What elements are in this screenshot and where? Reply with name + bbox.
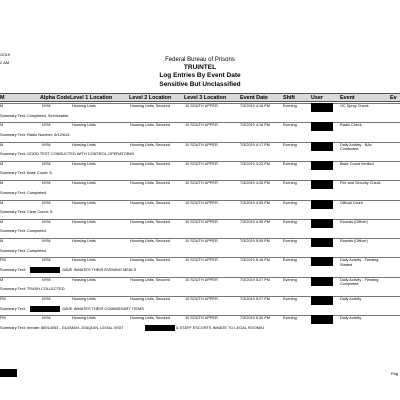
summary-text: Summary Text: Inmate: 88914053 - GUZMAN, JOAQUIN. LEGAL VISIT [0,324,124,330]
summary-text: Summary Text: GOOD TEST CONDUCTED WITH CONTROL-OPERATOR#3 [0,151,134,157]
column-header-truncated: Ev [390,95,397,101]
level1-cell: Housing Units [72,316,96,321]
summary-redaction [30,267,60,273]
summary-text: Summary Text: TRASH COLLECTED [0,286,65,292]
print-time: 2 AM [0,60,10,65]
row-first-cell: M [0,104,4,108]
event-date-cell: 7/3/2019 5:16 PM [240,258,270,263]
redaction-block [0,369,17,377]
alpha-code-cell: NYM [42,200,51,205]
level2-cell: Housing Units, Secured [130,258,170,263]
level1-cell: Housing Units [72,123,96,128]
user-redaction [311,122,333,131]
alpha-code-cell: NYM [42,219,51,224]
event-date-cell: 7/3/2019 5:09 PM [240,239,270,244]
event-cell-continued: Started [340,262,353,267]
event-cell: Official Count [340,200,363,205]
row-first-cell: M [0,219,4,224]
user-redaction [311,238,333,247]
event-cell: Radio Check [340,123,362,128]
event-cell-continued: Conducted [340,147,359,152]
level2-cell: Housing Units, Secured [130,200,170,205]
event-date-cell: 7/3/2019 4:17 PM [240,142,270,147]
summary-text-continued: GAVE INMATES THEIR EVENING MEALS [62,266,137,272]
row-first-cell: PM [0,316,6,321]
level3-cell: 10 SOUTH UPPER [185,104,218,108]
row-first-cell: M [0,161,4,166]
event-date-cell: 7/3/2019 4:23 PM [240,161,270,166]
event-cell: Base Count Verified [340,161,374,166]
level2-cell: Housing Units, Secured [130,219,170,224]
level2-cell: Housing Units, Secured [130,316,170,321]
level1-cell: Housing Units [72,181,96,186]
event-date-cell: 7/3/2019 4:35 PM [240,200,270,205]
level3-cell: 10 SOUTH UPPER [185,219,218,224]
event-date-cell: 7/3/2019 5:30 PM [240,316,270,321]
shift-cell: Evening [283,181,297,186]
user-redaction [311,142,333,151]
summary-text: Summary Text: Radio Number: 6/12/613. [0,131,71,137]
alpha-code-cell: NYM [42,181,51,186]
row-first-cell: M [0,239,4,244]
facility-name: TRUINTEL [183,64,217,71]
user-redaction [311,277,333,286]
print-date: /2019 [0,52,11,57]
level2-cell: Housing Units, Secured [130,277,170,282]
shift-cell: Evening [283,258,297,263]
shift-cell: Evening [283,219,297,224]
summary-text: Summary Text: Clear Count: 5. [0,209,54,214]
event-cell: Daily Activity [340,297,362,301]
summary-text-continued: GAVE INMATES THEIR COMMISSARY ITEMS [62,305,144,311]
event-date-cell: 7/3/2019 5:27 PM [240,277,270,282]
level1-cell: Housing Units [72,258,96,263]
shift-cell: Evening [283,297,297,301]
event-cell: Daily Activity [340,316,362,321]
event-date-cell: 7/3/2019 4:16 PM [240,123,270,128]
summary-text: Summary Text: [0,305,26,311]
column-header-first: M [0,95,5,101]
event-cell: Fire and Security Check [340,181,381,186]
event-cell: Daily Activity - Feeding [340,258,379,263]
column-header-user: User [311,95,323,101]
alpha-code-cell: NYM [42,104,51,108]
user-redaction [311,219,333,228]
shift-cell: Evening [283,104,297,108]
row-first-cell: M [0,277,4,282]
column-header-row [0,93,400,102]
row-first-cell: M [0,181,4,186]
shift-cell: Evening [283,316,297,321]
row-first-cell: M [0,200,4,205]
level3-cell: 10 SOUTH UPPER [185,239,218,244]
level1-cell: Housing Units [72,277,96,282]
summary-redaction [30,306,60,312]
agency-name: Federal Bureau of Prisons [165,57,235,63]
row-first-cell: M [0,142,4,147]
user-redaction [311,161,333,170]
event-date-cell: 7/3/2019 4:28 PM [240,181,270,186]
column-header-alpha-code: Alpha Code [40,95,70,101]
level3-cell: 10 SOUTH UPPER [185,181,218,186]
summary-text: Summary Text: Completed. [0,247,47,253]
level3-cell: 10 SOUTH UPPER [185,297,218,301]
page-number: Pag [391,371,399,376]
alpha-code-cell: NYM [42,161,51,166]
row-first-cell: PM [0,258,6,263]
column-header-level2: Level 2 Location [129,95,172,101]
level2-cell: Housing Units, Secured [130,123,170,128]
alpha-code-cell: NYM [42,277,51,282]
summary-text: Summary Text: [0,266,26,272]
level1-cell: Housing Units [72,104,96,108]
alpha-code-cell: NYM [42,258,51,263]
level1-cell: Housing Units [72,200,96,205]
level1-cell: Housing Units [72,239,96,244]
event-date-cell: 7/3/2019 5:27 PM [240,297,270,301]
level3-cell: 10 SOUTH UPPER [185,161,218,166]
row-first-cell: M [0,123,4,128]
alpha-code-cell: NYM [42,142,51,147]
shift-cell: Evening [283,142,297,147]
event-date-cell: 7/3/2019 4:16 PM [240,104,270,108]
event-date-cell: 7/3/2019 4:39 PM [240,219,270,224]
alpha-code-cell: NYM [42,316,51,321]
event-cell-continued: Completed [340,282,359,287]
alpha-code-cell: NYM [42,239,51,244]
alpha-code-cell: NYM [42,297,51,301]
level1-cell: Housing Units [72,161,96,166]
level2-cell: Housing Units, Secured [130,297,170,301]
user-redaction [311,103,333,112]
level2-cell: Housing Units, Secured [130,161,170,166]
level3-cell: 10 SOUTH UPPER [185,258,218,263]
user-redaction [311,180,333,189]
alpha-code-cell: NYM [42,123,51,128]
summary-text: Summary Text: Completed. [0,228,47,234]
level3-cell: 10 SOUTH UPPER [185,200,218,205]
level2-cell: Housing Units, Secured [130,239,170,244]
level3-cell: 10 SOUTH UPPER [185,142,218,147]
column-header-shift: Shift [283,95,295,101]
shift-cell: Evening [283,239,297,244]
level3-cell: 10 SOUTH UPPER [185,277,218,282]
level3-cell: 10 SOUTH UPPER [185,316,218,321]
summary-text: Summary Text: Completed, Serviceable. [0,112,70,118]
user-redaction [311,296,333,305]
column-header-event-date: Event Date [240,95,268,101]
event-cell: Daily Activity - BAs [340,142,372,147]
event-cell: Rounds (Officer) [340,219,368,224]
summary-text: Summary Text: Completed. [0,189,47,195]
shift-cell: Evening [283,123,297,128]
column-header-event: Event [340,95,355,101]
classification-label: Sensitive But Unclassified [159,81,241,88]
event-cell: Daily Activity - Feeding [340,277,379,282]
report-title: Log Entries By Event Date [159,72,241,79]
level1-cell: Housing Units [72,219,96,224]
user-redaction [311,257,333,266]
level1-cell: Housing Units [72,142,96,147]
column-header-level3: Level 3 Location [184,95,227,101]
row-first-cell: PM [0,297,6,301]
user-redaction [311,200,333,209]
level2-cell: Housing Units, Secured [130,181,170,186]
event-cell: Rounds (Officer) [340,239,368,244]
summary-text-continued: & STAFF ESCORTS INMATE TO LEGAL ROOM#1 [176,324,265,330]
shift-cell: Evening [283,161,297,166]
shift-cell: Evening [283,200,297,205]
level1-cell: Housing Units [72,297,96,301]
user-redaction [311,315,333,324]
column-header-level1: Level 1 Location [70,95,113,101]
summary-text: Summary Text: Base Count: 5. [0,170,53,176]
event-cell: OC Spray Check [340,104,369,108]
level2-cell: Housing Units, Secured [130,104,170,108]
shift-cell: Evening [283,277,297,282]
level2-cell: Housing Units, Secured [130,142,170,147]
level3-cell: 10 SOUTH UPPER [185,123,218,128]
summary-redaction [145,325,175,331]
